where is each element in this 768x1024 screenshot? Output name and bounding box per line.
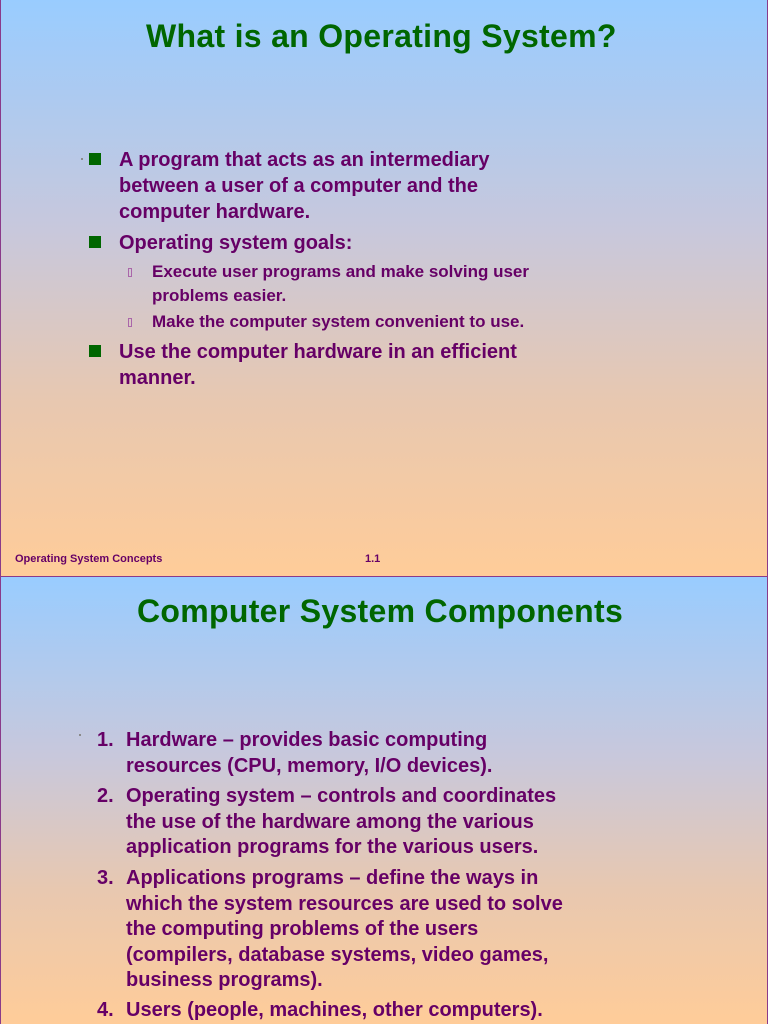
item-line: (compilers, database systems, video games,	[126, 943, 549, 966]
footer-left: Operating System Concepts	[15, 553, 163, 565]
sub-bullet-line: problems easier.	[152, 286, 287, 305]
bullet-line: Operating system goals:	[119, 232, 353, 254]
numbered-item	[97, 866, 697, 994]
item-line: the use of the hardware among the various	[126, 810, 534, 833]
bullet-line: manner.	[119, 367, 196, 389]
sub-bullet-line: Make the computer system convenient to use.	[152, 312, 525, 331]
bullet-line: computer hardware.	[119, 201, 311, 223]
item-line: Applications programs – define the ways in	[126, 867, 539, 889]
item-line: resources (CPU, memory, I/O devices).	[126, 754, 493, 777]
item-line: Users (people, machines, other computers).	[126, 999, 543, 1021]
tick-mark	[81, 158, 83, 160]
item-number: 4.	[97, 999, 114, 1021]
slide-2-title: Computer System Components	[137, 593, 624, 629]
square-bullet-icon	[89, 345, 101, 357]
item-line: Hardware – provides basic computing	[126, 729, 488, 751]
sub-bullet-item	[152, 310, 672, 334]
bullet-item	[119, 230, 639, 256]
bullet-line: A program that acts as an intermediary	[119, 149, 490, 171]
numbered-item	[97, 728, 697, 779]
item-line: Operating system – controls and coordinates	[126, 785, 557, 807]
item-number: 1.	[97, 729, 114, 751]
bullet-line: between a user of a computer and the	[119, 175, 478, 197]
bullet-item	[119, 147, 639, 225]
item-line: application programs for the various users.	[126, 836, 539, 858]
square-bullet-icon	[89, 236, 101, 248]
slide-1-title: What is an Operating System?	[146, 18, 617, 54]
sub-bullet-icon	[128, 318, 132, 327]
bullet-line: Use the computer hardware in an efficient	[119, 341, 517, 363]
item-line: which the system resources are used to solve	[126, 892, 563, 915]
item-line: business programs).	[126, 969, 323, 991]
square-bullet-icon	[89, 153, 101, 165]
page-number: 1.1	[365, 553, 381, 565]
numbered-item	[97, 784, 697, 861]
item-number: 2.	[97, 785, 114, 807]
tick-mark	[79, 734, 81, 736]
sub-bullet-icon	[128, 268, 132, 277]
sub-bullet-item	[152, 260, 672, 308]
bullet-item	[119, 339, 639, 391]
item-line: the computing problems of the users	[126, 918, 479, 940]
slide-2	[0, 576, 768, 1024]
item-number: 3.	[97, 867, 114, 889]
numbered-item	[97, 998, 697, 1024]
sub-bullet-line: Execute user programs and make solving user	[152, 262, 529, 281]
